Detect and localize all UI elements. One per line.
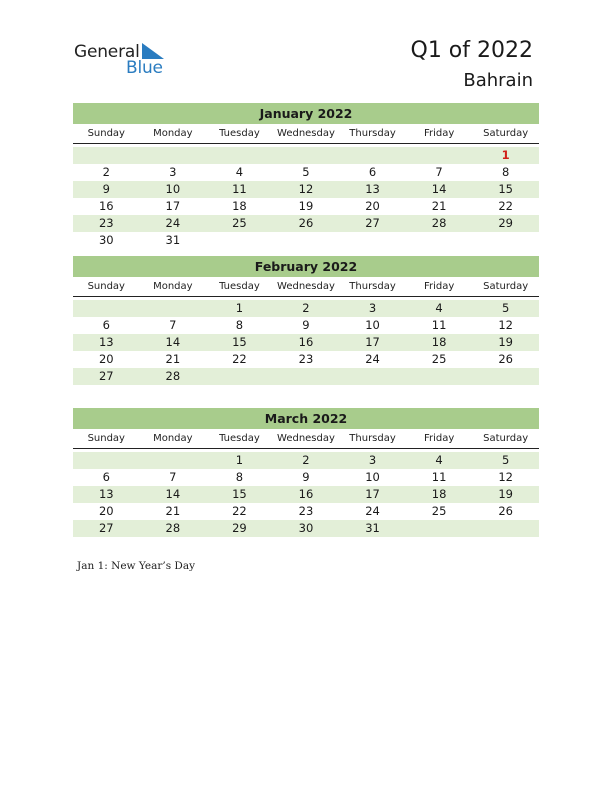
week-row [73,232,539,249]
day-cell: 27 [365,216,380,230]
day-cell [406,147,473,164]
day-cell: 19 [498,487,513,501]
day-cell: 29 [498,216,513,230]
day-cell: 8 [235,470,244,484]
day-cell: 18 [431,335,447,349]
day-cell: 11 [232,182,247,196]
day-cell: 16 [298,487,314,501]
month-title: February 2022 [73,256,539,277]
day-cell: 3 [368,453,377,467]
weekday-label: Sunday [87,433,125,444]
logo-blue-text: Blue [126,58,163,78]
day-cell: 27 [98,369,114,383]
day-cell: 9 [302,318,310,332]
day-cell: 29 [232,521,247,535]
day-cell: 5 [501,301,510,315]
day-cell: 15 [498,182,513,196]
day-cell: 4 [435,301,443,315]
day-cell: 11 [431,470,447,484]
month-calendar [73,103,539,249]
week-row [73,164,539,181]
day-cell: 8 [235,318,244,332]
day-cell: 24 [165,216,181,230]
day-cell: 23 [298,352,314,366]
weekday-label: Saturday [483,128,529,139]
day-cell [339,232,406,249]
holiday-notes [77,560,195,572]
week-row [73,503,539,520]
day-cell: 22 [232,504,247,518]
day-cell [339,147,406,164]
day-cell: 12 [498,318,513,332]
holiday-note: Jan 1: New Year’s Day [77,560,196,572]
day-cell: 21 [165,352,181,366]
week-row [73,469,539,486]
day-cell: 31 [165,233,181,247]
weekday-label: Wednesday [277,281,335,292]
day-cell: 6 [368,165,377,179]
day-cell: 2 [302,453,310,467]
week-row [73,520,539,537]
day-cell: 18 [232,199,247,213]
day-cell: 5 [302,165,310,179]
day-cell [273,147,340,164]
week-row [73,181,539,198]
day-cell: 4 [435,453,443,467]
day-cell: 3 [368,301,377,315]
day-cell [73,300,140,317]
day-cell: 7 [435,165,443,179]
day-cell: 30 [98,233,114,247]
day-cell: 14 [165,335,181,349]
weekday-label: Saturday [483,281,529,292]
day-cell: 21 [431,199,447,213]
day-cell [273,232,340,249]
country-name: Bahrain [463,70,533,91]
day-cell: 10 [165,182,181,196]
month-calendar [73,408,539,537]
day-cell: 24 [365,352,380,366]
day-cell: 13 [98,335,114,349]
weekday-label: Friday [423,281,455,292]
day-cell: 22 [232,352,247,366]
week-row [73,334,539,351]
week-row [73,317,539,334]
day-cell: 3 [169,165,177,179]
day-cell [472,232,539,249]
day-cell [140,452,207,469]
day-cell: 31 [365,521,380,535]
week-row [73,351,539,368]
day-cell: 28 [165,521,181,535]
weekday-label: Monday [153,281,193,292]
day-cell: 10 [365,318,380,332]
day-cell: 17 [365,487,380,501]
weekday-label: Friday [423,433,455,444]
day-cell [339,368,406,385]
weekday-label: Tuesday [219,128,260,139]
day-cell [140,147,207,164]
day-cell: 8 [501,165,510,179]
week-row [73,215,539,232]
day-cell: 26 [298,216,314,230]
holiday-day-cell: 1 [501,148,510,162]
day-cell [472,520,539,537]
day-cell [73,452,140,469]
day-cell: 13 [98,487,114,501]
day-cell: 1 [235,301,244,315]
weekday-label: Monday [153,433,193,444]
day-cell: 24 [365,504,380,518]
day-cell: 25 [232,216,247,230]
day-cell: 6 [102,318,110,332]
page-title: Q1 of 2022 [410,38,533,63]
day-cell: 15 [232,487,247,501]
day-cell [140,300,207,317]
day-cell: 7 [169,470,177,484]
week-row [73,368,539,385]
week-row [73,486,539,503]
weekday-header-row [73,124,539,144]
day-cell: 5 [501,453,510,467]
day-cell: 2 [302,301,310,315]
day-cell [273,368,340,385]
day-cell: 1 [235,453,244,467]
weekday-label: Thursday [349,128,396,139]
weekday-label: Sunday [87,128,125,139]
day-cell: 11 [431,318,447,332]
day-cell [206,147,273,164]
day-cell [472,368,539,385]
brand-logo [74,42,184,82]
day-cell: 30 [298,521,314,535]
day-cell: 9 [302,470,310,484]
day-cell: 16 [298,335,314,349]
day-cell: 21 [165,504,181,518]
logo-general-text: General [74,42,140,62]
day-cell: 17 [365,335,380,349]
day-cell: 7 [169,318,177,332]
day-cell: 25 [431,504,447,518]
week-row [73,198,539,215]
weekday-label: Wednesday [277,433,335,444]
day-cell [406,232,473,249]
day-cell: 17 [165,199,181,213]
day-cell: 13 [365,182,380,196]
day-cell: 19 [498,335,513,349]
week-row [73,452,539,469]
day-cell: 28 [431,216,447,230]
weekday-header-row [73,429,539,449]
day-cell [206,368,273,385]
day-cell [406,368,473,385]
month-title: March 2022 [73,408,539,429]
day-cell: 23 [98,216,114,230]
day-cell: 26 [498,504,513,518]
day-cell: 19 [298,199,314,213]
day-cell: 16 [98,199,114,213]
month-title: January 2022 [73,103,539,124]
logo-triangle-icon [142,43,164,59]
month-calendar [73,256,539,385]
weekday-label: Saturday [483,433,529,444]
day-cell: 20 [98,352,114,366]
day-cell: 14 [165,487,181,501]
weekday-label: Tuesday [219,433,260,444]
week-row [73,147,539,164]
day-cell: 12 [498,470,513,484]
day-cell [73,147,140,164]
day-cell: 15 [232,335,247,349]
day-cell: 20 [98,504,114,518]
day-cell: 6 [102,470,110,484]
weekday-label: Tuesday [219,281,260,292]
weekday-label: Thursday [349,433,396,444]
weekday-label: Wednesday [277,128,335,139]
day-cell [406,520,473,537]
day-cell: 9 [102,182,110,196]
week-row [73,300,539,317]
day-cell: 28 [165,369,181,383]
day-cell: 18 [431,487,447,501]
day-cell: 14 [431,182,447,196]
weekday-label: Sunday [87,281,125,292]
weekday-label: Monday [153,128,193,139]
day-cell: 23 [298,504,314,518]
weekday-label: Friday [423,128,455,139]
day-cell: 2 [102,165,110,179]
day-cell [206,232,273,249]
day-cell: 27 [98,521,114,535]
weekday-label: Thursday [349,281,396,292]
day-cell: 10 [365,470,380,484]
day-cell: 25 [431,352,447,366]
weekday-header-row [73,277,539,297]
day-cell: 12 [298,182,314,196]
day-cell: 4 [235,165,244,179]
day-cell: 20 [365,199,380,213]
day-cell: 22 [498,199,513,213]
day-cell: 26 [498,352,513,366]
